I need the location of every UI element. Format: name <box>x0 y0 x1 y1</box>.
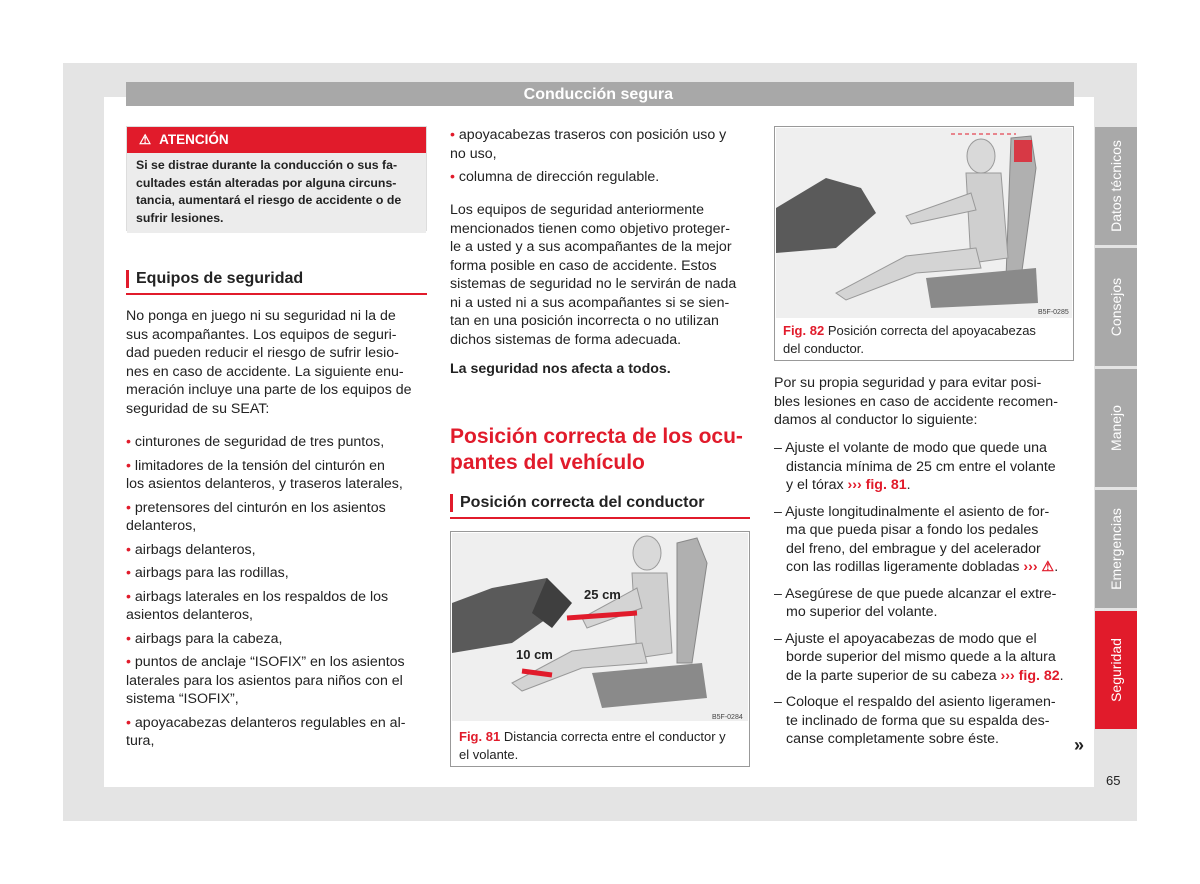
warning-ref-link[interactable]: ››› <box>1023 559 1042 575</box>
figure-81 <box>450 531 750 767</box>
tab-consejos[interactable]: Consejos <box>1095 248 1137 366</box>
warning-box <box>126 126 427 231</box>
figure-82-caption: Fig. 82 Posición correcta del apoyacabezas del conductor. <box>783 323 1036 356</box>
heading-rule <box>450 517 750 519</box>
list-item: • puntos de anclaje “ISOFIX” en los asientos laterales para los asientos para niños con el sistema “ISOFIX”, <box>126 654 405 707</box>
heading-rule <box>126 293 427 295</box>
figure-ref-link[interactable]: ››› fig. 81 <box>847 477 907 493</box>
list-item: – Ajuste longitudinalmente el asiento de for- ma que pueda pisar a fondo los pedales del freno, del embrague y del acelerador con las rodillas ligeramente dobladas ››› ⚠. <box>774 503 1059 575</box>
figure-ref-link[interactable]: ››› fig. 82 <box>1000 667 1060 684</box>
tab-manejo[interactable]: Manejo <box>1095 369 1137 487</box>
list-item: • apoyacabezas delanteros regulables en al- tura, <box>126 714 406 749</box>
chapter-heading: Posición correcta de los ocu- pantes del vehículo <box>450 425 743 474</box>
warning-triangle-icon: ⚠ <box>139 132 152 147</box>
warning-title: ATENCIÓN <box>159 132 229 147</box>
list-item: – Ajuste el apoyacabezas de modo que el borde superior del mismo quede a la altura de la parte superior de su cabeza ››› fig. 82. <box>774 630 1064 684</box>
figure-81-caption: Fig. 81 Distancia correcta entre el conductor y el volante. <box>459 729 726 762</box>
list-item: • airbags para las rodillas, <box>126 565 289 581</box>
bullet-icon: • <box>126 588 135 605</box>
tab-emergencias[interactable]: Emergencias <box>1095 490 1137 608</box>
list-item: • airbags delanteros, <box>126 541 256 558</box>
list-item: – Asegúrese de que puede alcanzar el extre- mo superior del volante. <box>774 585 1057 620</box>
list-item: – Coloque el respaldo del asiento ligeramen- te inclinado de forma que su espalda des- canse completamente sobre éste. <box>774 694 1056 747</box>
bullet-icon: • <box>126 457 135 474</box>
safety-equipment-list <box>126 433 431 751</box>
list-item: • airbags para la cabeza, <box>126 630 283 647</box>
bullet-icon: • <box>126 630 135 647</box>
distance-label-10: 10 cm <box>516 647 553 662</box>
figure-81-illustration <box>452 533 748 721</box>
bullet-icon: • <box>126 541 135 558</box>
list-item: • cinturones de seguridad de tres puntos, <box>126 434 385 450</box>
bullet-icon: • <box>450 127 459 143</box>
distance-label-25: 25 cm <box>584 587 621 602</box>
warning-triangle-icon: ⚠ <box>1041 559 1055 575</box>
bullet-icon: • <box>450 169 459 185</box>
figure-code: B5F-0284 <box>712 714 743 721</box>
figure-82 <box>774 126 1074 361</box>
tab-datos-tecnicos[interactable]: Datos técnicos <box>1095 127 1137 245</box>
section-heading-conductor: Posición correcta del conductor <box>450 494 705 512</box>
warning-text: Si se distrae durante la conducción o sus fa- cultades están alteradas por alguna circuns- tancia, aumentará el riesgo de accidente o de sufrir lesiones. <box>127 153 426 233</box>
col2-list <box>450 126 755 187</box>
section-heading-equipos: Equipos de seguridad <box>126 270 303 288</box>
figure-code: B5F-0285 <box>1038 309 1069 316</box>
list-item: – Ajuste el volante de modo que quede una distancia mínima de 25 cm entre el volante y el tórax ››› fig. 81. <box>774 440 1056 493</box>
continue-mark: » <box>1074 735 1085 755</box>
bold-statement: La seguridad nos afecta a todos. <box>450 361 671 377</box>
list-item: • pretensores del cinturón en los asientos delanteros, <box>126 499 386 534</box>
page-header: Conducción segura <box>126 82 1074 106</box>
bullet-icon: • <box>126 565 135 581</box>
list-item: • limitadores de la tensión del cinturón en los asientos delanteros, y traseros laterales, <box>126 457 403 492</box>
recommendations-list <box>774 439 1079 749</box>
bullet-icon: • <box>126 714 135 731</box>
list-item: • columna de dirección regulable. <box>450 169 660 185</box>
list-item: • airbags laterales en los respaldos de los asientos delanteros, <box>126 588 389 623</box>
tab-seguridad[interactable]: Seguridad <box>1095 611 1137 729</box>
section1-intro: No ponga en juego ni su seguridad ni la de sus acompañantes. Los equipos de seguri- dad pueden reducir el riesgo de sufrir lesio- nes en caso de accidente. La siguiente enu- meración incluye una parte de los equipos de seguridad de su SEAT: <box>126 308 412 417</box>
list-item: • apoyacabezas traseros con posición uso y no uso, <box>450 127 727 162</box>
figure-82-illustration <box>776 128 1072 318</box>
bullet-icon: • <box>126 654 135 670</box>
bullet-icon: • <box>126 434 135 450</box>
col3-intro: Por su propia seguridad y para evitar posi- bles lesiones en caso de accidente recomen- damos al conductor lo siguiente: <box>774 375 1058 428</box>
bullet-icon: • <box>126 499 135 516</box>
col2-paragraph: Los equipos de seguridad anteriormente mencionados tienen como objetivo proteger- le a usted y a sus acompañantes de la mejor forma posible en caso de accidente. Estos sistemas de seguridad no le servirán de nada ni a usted ni a sus acompañantes si se sien- tan en una posición incorrecta o no utilizan dichos sistemas de forma adecuada. <box>450 202 737 348</box>
page-number: 65 <box>1106 773 1121 788</box>
